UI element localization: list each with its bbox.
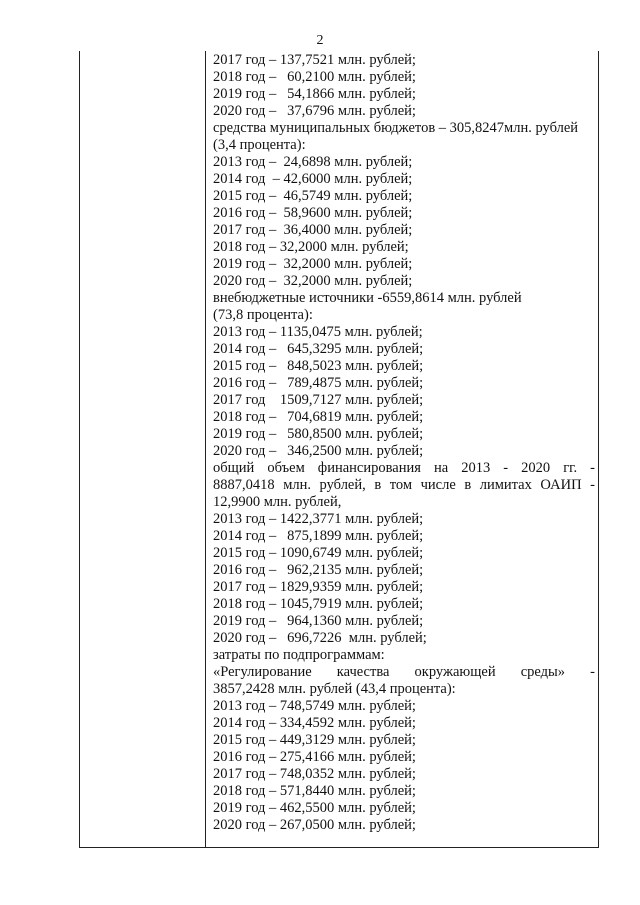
text-line: 3857,2428 млн. рублей (43,4 процента): (213, 681, 456, 697)
text-line: 2014 год – 875,1899 млн. рублей; (213, 528, 424, 544)
text-line: 2017 год – 137,7521 млн. рублей; (213, 52, 416, 68)
text-line: 2020 год – 37,6796 млн. рублей; (213, 103, 416, 119)
text-line: затраты по подпрограммам: (213, 647, 385, 663)
text-line: (73,8 процента): (213, 307, 313, 323)
text-line: 2018 год – 571,8440 млн. рублей; (213, 783, 416, 799)
text-line: 2019 год – 54,1866 млн. рублей; (213, 86, 416, 102)
text-line: 2019 год – 580,8500 млн. рублей; (213, 426, 424, 442)
text-line: 2020 год – 696,7226 млн. рублей; (213, 630, 427, 646)
text-line: 2016 год – 275,4166 млн. рублей; (213, 749, 416, 765)
text-line: 2013 год – 1135,0475 млн. рублей; (213, 324, 423, 340)
text-line: 2017 год – 36,4000 млн. рублей; (213, 222, 413, 238)
table-frame (79, 51, 599, 848)
text-line: 2016 год – 58,9600 млн. рублей; (213, 205, 413, 221)
text-line: средства муниципальных бюджетов – 305,8247млн. рублей (213, 120, 579, 136)
text-line: 2013 год – 1422,3771 млн. рублей; (213, 511, 424, 527)
text-line: общий объем финансирования на 2013 - 2020 гг. - (213, 460, 595, 476)
text-line: 2014 год – 334,4592 млн. рублей; (213, 715, 416, 731)
text-line: 2017 год 1509,7127 млн. рублей; (213, 392, 424, 408)
text-line: 2016 год – 962,2135 млн. рублей; (213, 562, 424, 578)
column-divider (205, 51, 206, 847)
text-line: 2017 год – 748,0352 млн. рублей; (213, 766, 416, 782)
text-line: 2015 год – 848,5023 млн. рублей; (213, 358, 424, 374)
text-line: 2014 год – 42,6000 млн. рублей; (213, 171, 413, 187)
text-line: 2020 год – 32,2000 млн. рублей; (213, 273, 413, 289)
funding-text-cell (213, 52, 595, 834)
text-line: (3,4 процента): (213, 137, 306, 153)
text-line: 2018 год – 1045,7919 млн. рублей; (213, 596, 424, 612)
text-line: 2018 год – 32,2000 млн. рублей; (213, 239, 409, 255)
text-line: 2015 год – 449,3129 млн. рублей; (213, 732, 416, 748)
text-line: 2018 год – 60,2100 млн. рублей; (213, 69, 416, 85)
text-line: «Регулирование качества окружающей среды» - (213, 664, 595, 680)
text-line: 2015 год – 1090,6749 млн. рублей; (213, 545, 424, 561)
text-line: 2019 год – 964,1360 млн. рублей; (213, 613, 424, 629)
text-line: 2019 год – 462,5500 млн. рублей; (213, 800, 416, 816)
text-line: внебюджетные источники -6559,8614 млн. рублей (213, 290, 522, 306)
text-line: 2017 год – 1829,9359 млн. рублей; (213, 579, 424, 595)
text-line: 2013 год – 748,5749 млн. рублей; (213, 698, 416, 714)
text-line: 12,9900 млн. рублей, (213, 494, 342, 510)
text-line: 8887,0418 млн. рублей, в том числе в лимитах ОАИП - (213, 477, 595, 493)
text-line: 2015 год – 46,5749 млн. рублей; (213, 188, 413, 204)
text-line: 2018 год – 704,6819 млн. рублей; (213, 409, 424, 425)
text-line: 2014 год – 645,3295 млн. рублей; (213, 341, 424, 357)
page-number: 2 (316, 33, 324, 48)
text-line: 2019 год – 32,2000 млн. рублей; (213, 256, 413, 272)
text-line: 2020 год – 346,2500 млн. рублей; (213, 443, 424, 459)
text-line: 2013 год – 24,6898 млн. рублей; (213, 154, 413, 170)
text-line: 2016 год – 789,4875 млн. рублей; (213, 375, 424, 391)
text-line: 2020 год – 267,0500 млн. рублей; (213, 817, 416, 833)
